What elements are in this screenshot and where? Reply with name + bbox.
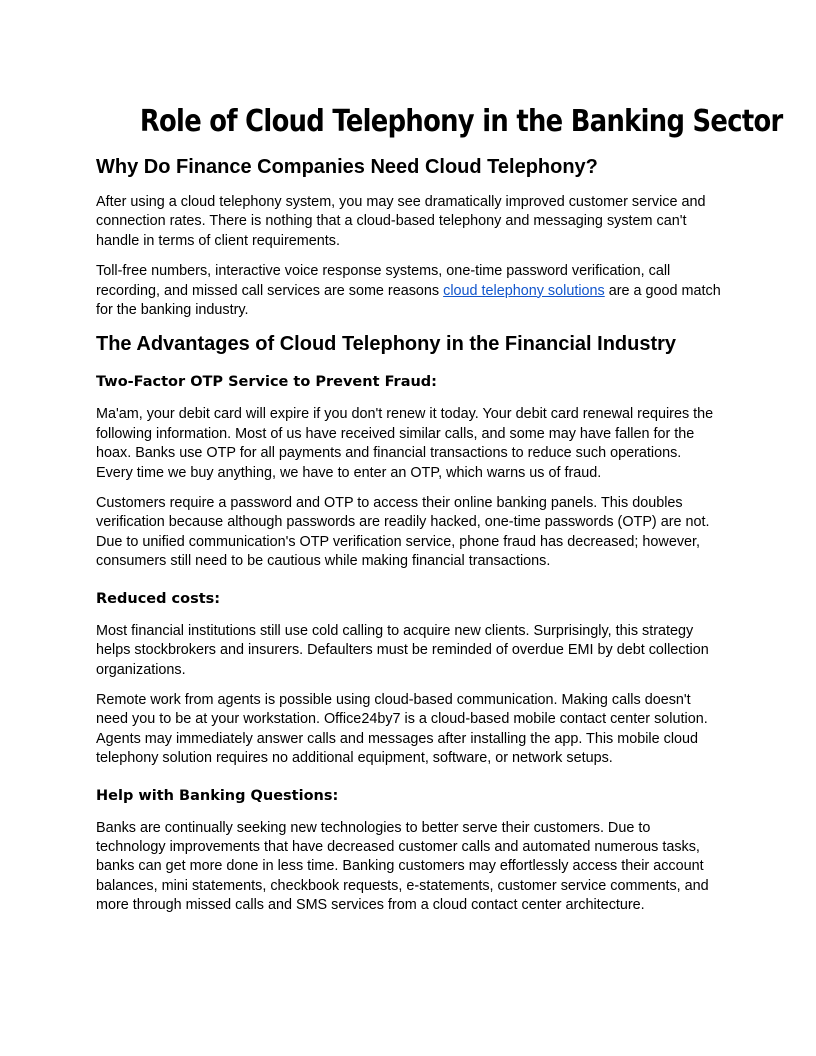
paragraph-costs-1: Most financial institutions still use cold calling to acquire new clients. Surprisingly, this strategy helps stockbrokers and insurers. Defaulters must be reminded of overdue EMI by debt collection organizations. — [96, 622, 709, 678]
document-title: Role of Cloud Telephony in the Banking Sector — [139, 104, 783, 139]
paragraph-banking-1: Banks are continually seeking new technologies to better serve their customers. Due to technology improvements that have decreased customer calls and automated numerous tasks, banks can get more done in less time. Banking customers may effortlessly access their account balances, mini statements, checkbook requests, e-statements, customer service comments, and more through missed calls and SMS services from a cloud contact center architecture. — [96, 819, 709, 914]
paragraph-costs-2: Remote work from agents is possible using cloud-based communication. Making calls doesn't need you to be at your workstation. Office24by7 is a cloud-based mobile contact center solution. Agents may immediately answer calls and messages after installing the app. This mobile cloud telephony solution requires no additional equipment, software, or network setups. — [96, 691, 708, 767]
paragraph-intro-2 — [96, 262, 722, 320]
paragraph-otp-1: Ma'am, your debit card will expire if you don't renew it today. Your debit card renewal requires the following information. Most of us have received similar calls, and some may have fallen for the hoax. Banks use OTP for all payments and financial transactions to reduce such operations. Every time we buy anything, we have to enter an OTP, which warns us of fraud. — [96, 406, 714, 481]
document-page — [96, 96, 783, 927]
subheading-banking-questions: Help with Banking Questions: — [96, 787, 339, 804]
subheading-reduced-costs: Reduced costs: — [96, 590, 221, 607]
section-heading-why-finance: Why Do Finance Companies Need Cloud Telephony? — [96, 156, 598, 178]
cloud-telephony-solutions-link[interactable]: cloud telephony solutions — [443, 282, 605, 299]
section-heading-advantages: The Advantages of Cloud Telephony in the Financial Industry — [96, 333, 677, 356]
subheading-otp-service: Two-Factor OTP Service to Prevent Fraud: — [96, 374, 437, 391]
paragraph-intro-2-start: Toll-free numbers, interactive voice response systems, one-time password verification, call recording, and missed call services are some reasons — [96, 263, 671, 299]
paragraph-intro-2-end: are a good match for the banking industry. — [96, 282, 721, 319]
paragraph-intro-1: After using a cloud telephony system, you may see dramatically improved customer service and connection rates. There is nothing that a cloud-based telephony and messaging system can't handle in terms of client requirements. — [96, 194, 706, 249]
paragraph-otp-2: Customers require a password and OTP to access their online banking panels. This doubles verification because although passwords are readily hacked, one-time passwords (OTP) are not. Due to unified communication's OTP verification service, phone fraud has decreased; however, consumers still need to be cautious while making financial transactions. — [96, 495, 710, 570]
